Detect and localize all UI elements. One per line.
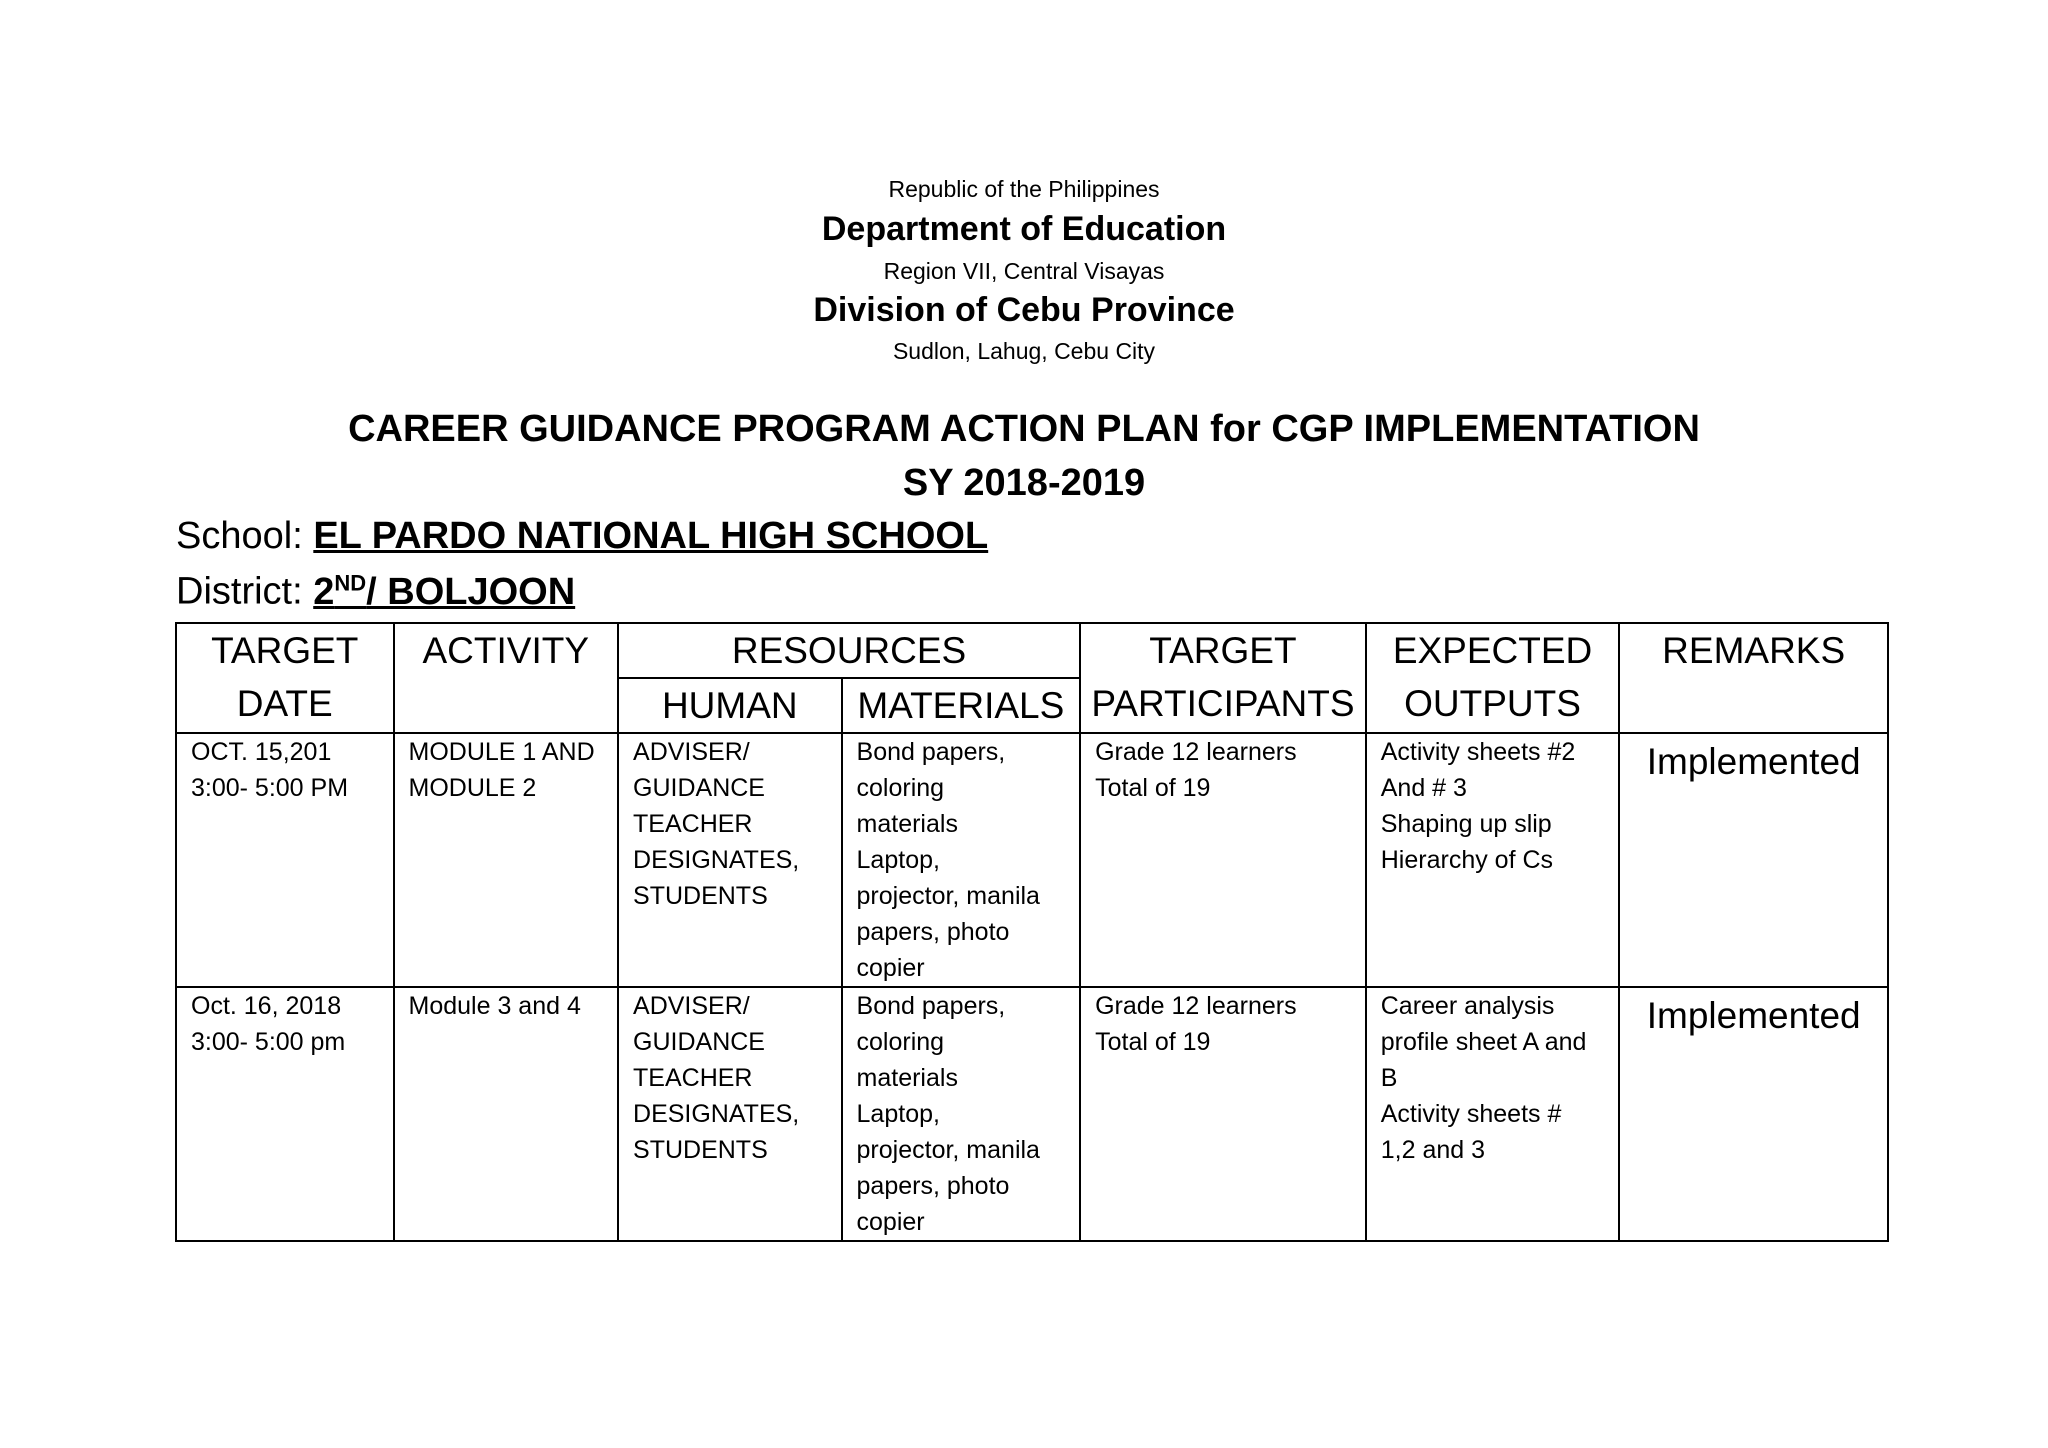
cell-activity xyxy=(394,987,619,1241)
district-ordinal: ND xyxy=(334,570,367,595)
cell-target-date xyxy=(176,733,394,987)
cell-line: projector, manila xyxy=(856,882,1040,910)
cell-materials xyxy=(842,987,1081,1241)
header-human: HUMAN xyxy=(618,678,842,733)
cell-line: coloring xyxy=(856,1028,945,1056)
address-heading: Sudlon, Lahug, Cebu City xyxy=(892,338,1156,364)
cell-line: projector, manila xyxy=(856,1136,1040,1164)
cell-line: Laptop, xyxy=(856,1100,940,1128)
cell-line: materials xyxy=(856,1064,958,1092)
cell-line: Shaping up slip xyxy=(1380,810,1552,838)
table-row xyxy=(176,733,1888,987)
cell-line: Module 3 and 4 xyxy=(408,992,581,1020)
cell-line: Oct. 16, 2018 xyxy=(191,992,342,1020)
header-materials: MATERIALS xyxy=(842,678,1081,733)
cell-outputs xyxy=(1366,733,1620,987)
cell-line: Hierarchy of Cs xyxy=(1380,846,1554,874)
district-label: District: xyxy=(176,570,314,613)
cell-line: Activity sheets # xyxy=(1380,1100,1562,1128)
cell-line: MODULE 2 xyxy=(408,774,537,802)
cell-line: Career analysis xyxy=(1380,992,1555,1020)
cell-line: TEACHER xyxy=(633,810,753,838)
header-remarks: REMARKS xyxy=(1619,623,1888,733)
district-name xyxy=(313,571,575,613)
cell-line: MODULE 1 AND xyxy=(408,738,595,766)
region-heading: Region VII, Central Visayas xyxy=(883,258,1165,284)
cell-line: And # 3 xyxy=(1380,774,1467,802)
cell-line: copier xyxy=(856,954,925,982)
cell-human xyxy=(618,987,842,1241)
cell-line: OCT. 15,201 xyxy=(191,738,332,766)
cell-line: DESIGNATES, xyxy=(633,1100,800,1128)
header-activity: ACTIVITY xyxy=(394,623,619,733)
cell-line: 1,2 and 3 xyxy=(1380,1136,1486,1164)
cell-line: ADVISER/ xyxy=(633,738,750,766)
cell-line: TEACHER xyxy=(633,1064,753,1092)
school-line xyxy=(176,515,988,558)
cell-line: Laptop, xyxy=(856,846,940,874)
header-target-participants: TARGET PARTICIPANTS xyxy=(1080,623,1366,733)
cell-line: profile sheet A and xyxy=(1380,1028,1587,1056)
cell-line: materials xyxy=(856,810,958,838)
cell-line: papers, photo xyxy=(856,918,1010,946)
district-place: / BOLJOON xyxy=(366,570,576,613)
cell-line: 3:00- 5:00 PM xyxy=(191,774,349,802)
cell-line: GUIDANCE xyxy=(633,774,765,802)
department-heading: Department of Education xyxy=(821,210,1227,248)
district-line xyxy=(176,570,575,614)
cell-line: ADVISER/ xyxy=(633,992,750,1020)
cell-line: STUDENTS xyxy=(633,1136,768,1164)
cell-line: Activity sheets #2 xyxy=(1380,738,1576,766)
header-target-date: TARGET DATE xyxy=(176,623,394,733)
cell-participants xyxy=(1080,733,1366,987)
cell-line: DESIGNATES, xyxy=(633,846,800,874)
cell-human xyxy=(618,733,842,987)
cell-line: coloring xyxy=(856,774,945,802)
header-row-top xyxy=(176,623,1888,678)
cell-activity xyxy=(394,733,619,987)
division-heading: Division of Cebu Province xyxy=(813,291,1235,329)
cell-line: Grade 12 learners xyxy=(1095,992,1297,1020)
cell-remarks: Implemented xyxy=(1619,733,1888,987)
cell-line: papers, photo xyxy=(856,1172,1010,1200)
cell-line: Bond papers, xyxy=(856,992,1006,1020)
republic-heading: Republic of the Philippines xyxy=(888,176,1160,202)
action-plan-table xyxy=(175,622,1889,1242)
header-expected-outputs: EXPECTED OUTPUTS xyxy=(1366,623,1620,733)
cell-line: copier xyxy=(856,1208,925,1236)
cell-line: GUIDANCE xyxy=(633,1028,765,1056)
cell-line: B xyxy=(1380,1064,1398,1092)
district-number: 2 xyxy=(313,570,335,613)
cell-line: Bond papers, xyxy=(856,738,1006,766)
cell-participants xyxy=(1080,987,1366,1241)
school-label: School: xyxy=(176,515,314,557)
document-title: CAREER GUIDANCE PROGRAM ACTION PLAN for CGP IMPLEMENTATION xyxy=(348,408,1700,450)
cell-line: Total of 19 xyxy=(1095,774,1211,802)
table-body xyxy=(176,733,1888,1241)
cell-line: Total of 19 xyxy=(1095,1028,1211,1056)
school-year: SY 2018-2019 xyxy=(902,462,1146,504)
cell-remarks: Implemented xyxy=(1619,987,1888,1241)
header-resources: RESOURCES xyxy=(618,623,1080,678)
school-name: EL PARDO NATIONAL HIGH SCHOOL xyxy=(313,515,989,557)
cell-target-date xyxy=(176,987,394,1241)
cell-outputs xyxy=(1366,987,1620,1241)
cell-line: STUDENTS xyxy=(633,882,768,910)
table-row xyxy=(176,987,1888,1241)
cell-materials xyxy=(842,733,1081,987)
cell-line: Grade 12 learners xyxy=(1095,738,1297,766)
cell-line: 3:00- 5:00 pm xyxy=(191,1028,346,1056)
